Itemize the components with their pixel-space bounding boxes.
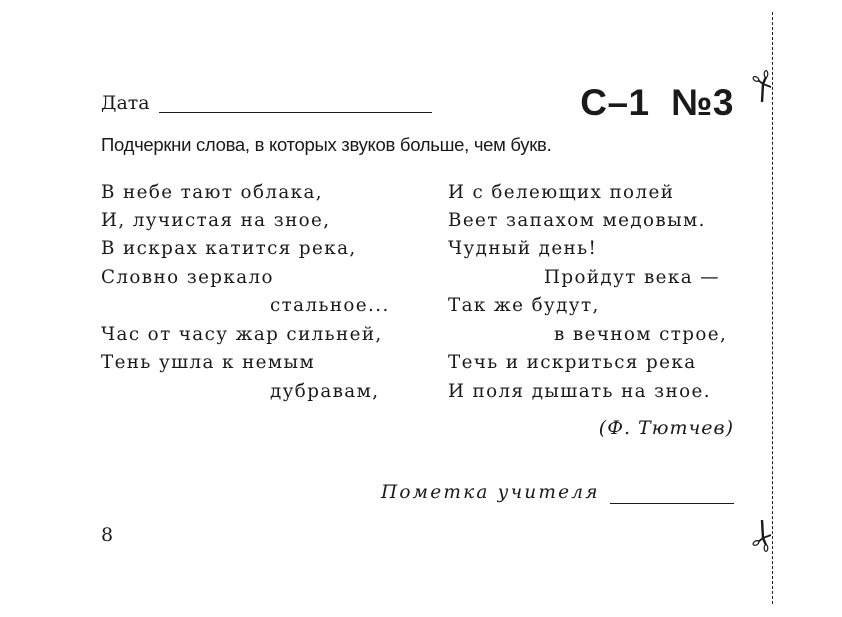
poem-line: стальное...: [270, 295, 390, 316]
poem-line: дубравам,: [270, 381, 380, 402]
page-number: 8: [101, 524, 114, 546]
poem-line: И, лучистая на зное,: [101, 210, 331, 231]
teacher-note-blank-line: [610, 503, 734, 504]
poem-line: Течь и искриться река: [448, 352, 697, 373]
poem-line: Час от часу жар сильней,: [101, 324, 383, 345]
exercise-code: С–1 №3: [580, 82, 734, 123]
poem-line: И поля дышать на зное.: [448, 381, 711, 402]
poem-line: Тень ушла к немым: [101, 352, 316, 373]
date-blank-line: [159, 112, 432, 113]
poem-line: Пройдут века —: [544, 267, 720, 288]
poem-line: И с белеющих полей: [448, 182, 675, 203]
scissors-icon: [752, 518, 774, 552]
poem-line: в вечном строе,: [554, 324, 728, 345]
poem-author: (Ф. Тютчев): [598, 417, 734, 439]
scissors-icon: [752, 70, 774, 104]
poem-line: В искрах катится река,: [101, 238, 357, 259]
poem-line: В небе тают облака,: [101, 182, 323, 203]
teacher-note-label: Пометка учителя: [381, 482, 600, 503]
instruction-text: Подчеркни слова, в которых звуков больше, чем букв.: [101, 134, 552, 155]
poem-line: Так же будут,: [448, 295, 600, 316]
poem-line: Словно зеркало: [101, 267, 274, 288]
poem-line: Чудный день!: [448, 238, 598, 259]
poem-line: Веет запахом медовым.: [448, 210, 706, 231]
date-label: Дата: [101, 92, 150, 114]
